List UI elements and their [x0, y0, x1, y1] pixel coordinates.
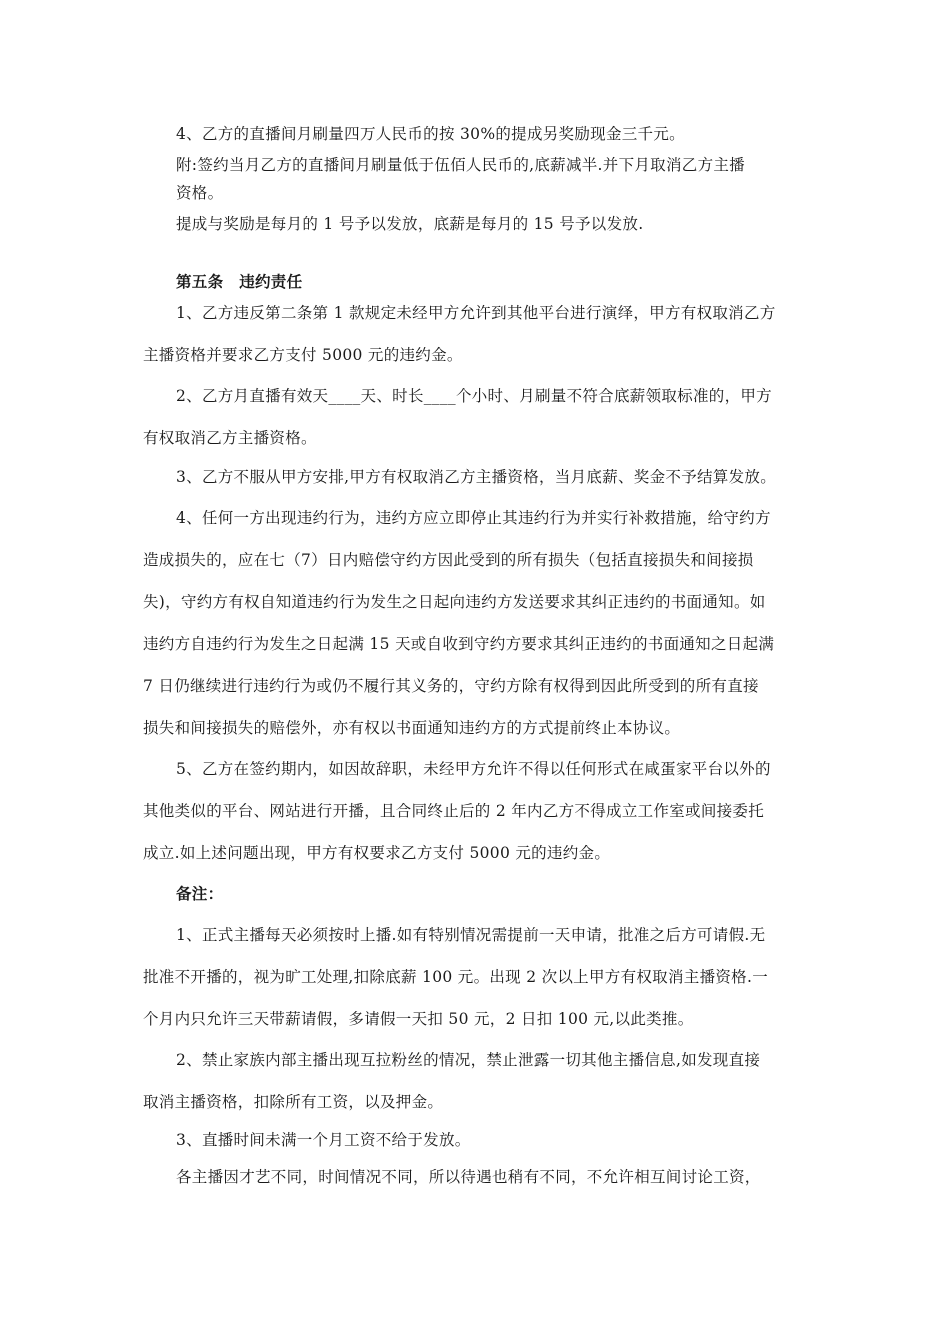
- text-line: 4、乙方的直播间月刷量四万人民币的按 30%的提成另奖励现金三千元。: [176, 125, 685, 143]
- text-line: 各主播因才艺不同，时间情况不同，所以待遇也稍有不同，不允许相互间讨论工资，: [176, 1168, 761, 1186]
- text-line: 3、乙方不服从甲方安排,甲方有权取消乙方主播资格，当月底薪、奖金不予结算发放。: [176, 468, 776, 486]
- text-line: 个月内只允许三天带薪请假，多请假一天扣 50 元，2 日扣 100 元,以此类推。: [143, 1010, 694, 1028]
- text-line: 4、任何一方出现违约行为，违约方应立即停止其违约行为并实行补救措施，给守约方: [176, 509, 771, 527]
- text-line: 提成与奖励是每月的 1 号予以发放，底薪是每月的 15 号予以发放.: [176, 215, 644, 233]
- text-line: 造成损失的，应在七（7）日内赔偿守约方因此受到的所有损失（包括直接损失和间接损: [143, 551, 754, 569]
- text-line: 1、正式主播每天必须按时上播.如有特别情况需提前一天申请，批准之后方可请假.无: [176, 926, 766, 944]
- text-line: 损失和间接损失的赔偿外，亦有权以书面通知违约方的方式提前终止本协议。: [143, 719, 681, 737]
- text-line: 1、乙方违反第二条第 1 款规定未经甲方允许到其他平台进行演绎，甲方有权取消乙方: [176, 304, 776, 322]
- text-line: 成立.如上述问题出现，甲方有权要求乙方支付 5000 元的违约金。: [143, 844, 611, 862]
- text-line: 资格。: [176, 184, 224, 202]
- text-line: 其他类似的平台、网站进行开播，且合同终止后的 2 年内乙方不得成立工作室或间接委托: [143, 802, 765, 820]
- notes-heading: 备注：: [176, 884, 224, 903]
- text-line: 2、乙方月直播有效天____天、时长____个小时、月刷量不符合底薪领取标准的，甲方: [176, 387, 772, 405]
- text-line: 7 日仍继续进行违约行为或仍不履行其义务的，守约方除有权得到因此所受到的所有直接: [143, 677, 759, 695]
- text-line: 有权取消乙方主播资格。: [143, 429, 317, 447]
- text-line: 附:签约当月乙方的直播间月刷量低于伍佰人民币的,底薪减半.并下月取消乙方主播: [176, 156, 745, 174]
- text-line: 5、乙方在签约期内，如因故辞职，未经甲方允许不得以任何形式在咸蛋家平台以外的: [176, 760, 771, 778]
- text-line: 3、直播时间未满一个月工资不给于发放。: [176, 1131, 471, 1149]
- text-line: 2、禁止家族内部主播出现互拉粉丝的情况，禁止泄露一切其他主播信息,如发现直接: [176, 1051, 761, 1069]
- text-line: 主播资格并要求乙方支付 5000 元的违约金。: [143, 346, 463, 364]
- section-heading: 第五条 违约责任: [176, 272, 303, 291]
- text-line: 取消主播资格，扣除所有工资，以及押金。: [143, 1093, 444, 1111]
- text-line: 失)，守约方有权自知道违约行为发生之日起向违约方发送要求其纠正违约的书面通知。如: [143, 593, 766, 611]
- text-line: 批准不开播的，视为旷工处理,扣除底薪 100 元。出现 2 次以上甲方有权取消主播资格.一: [143, 968, 769, 986]
- text-line: 违约方自违约行为发生之日起满 15 天或自收到守约方要求其纠正违约的书面通知之日起满: [143, 635, 775, 653]
